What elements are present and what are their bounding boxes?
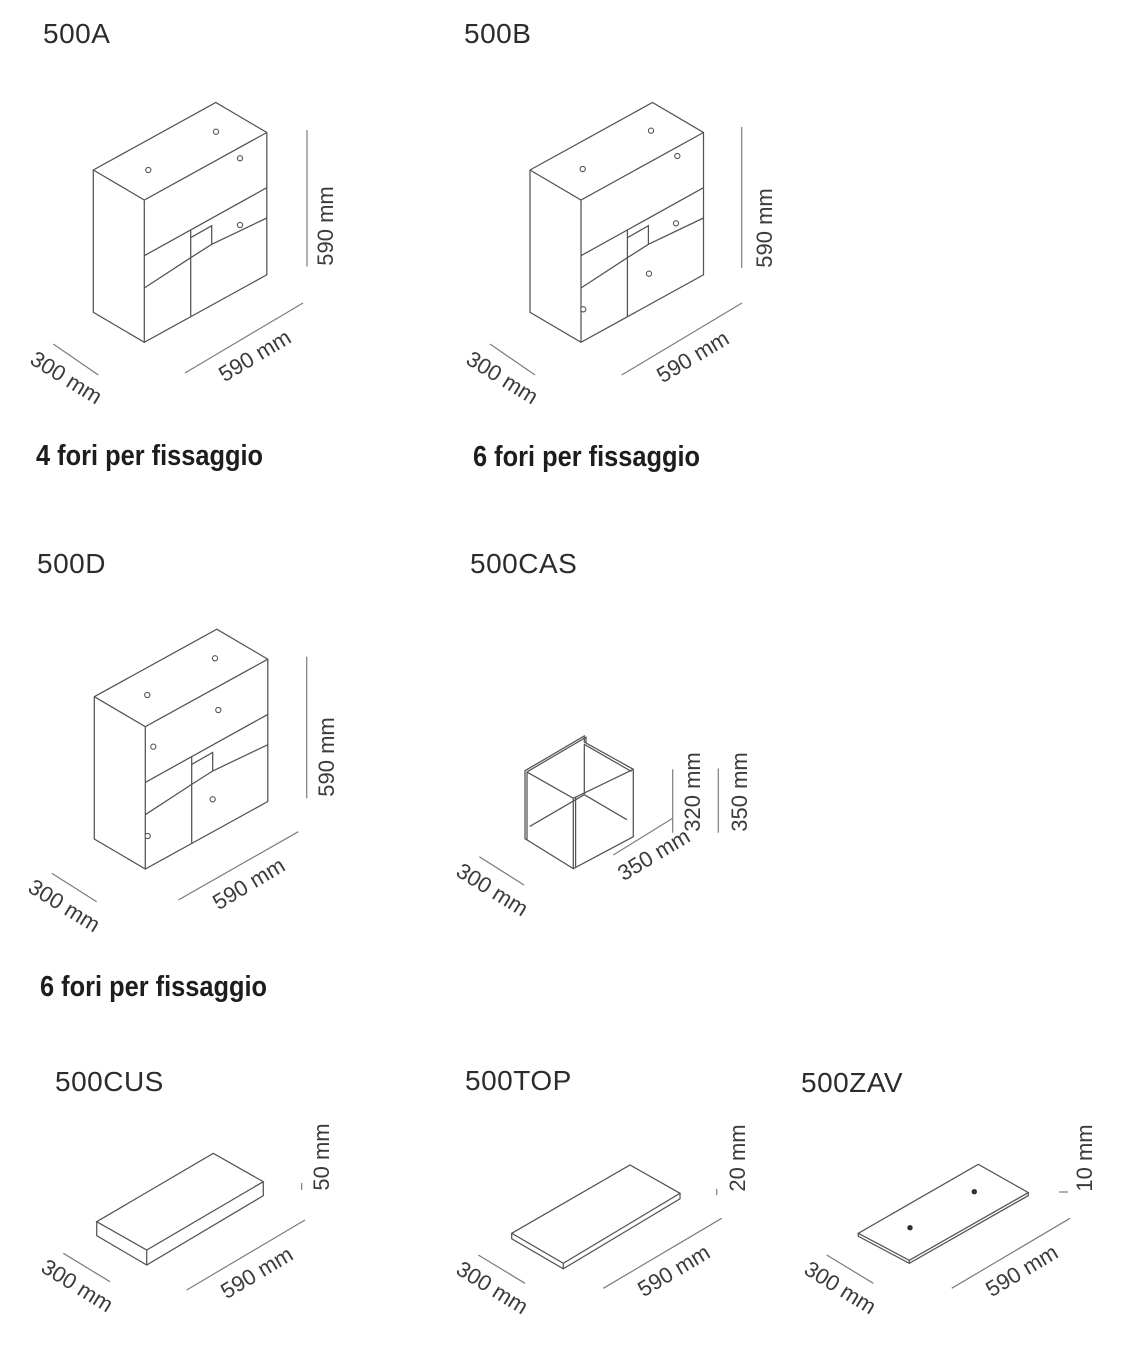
dim-label-height-500d: 590 mm [314,717,339,797]
screw-holes-500zav [907,1189,977,1230]
fixing-holes-caption-500b: 6 fori per fissaggio [473,441,701,473]
product-code-500zav: 500ZAV [801,1067,904,1098]
dim-label-height-500b: 590 mm [752,188,777,268]
dim-label-depth-500b: 300 mm [461,345,543,410]
dim-label-width-500zav: 590 mm [981,1239,1063,1302]
dim-label-width-500cas: 350 mm [613,823,695,886]
dim-label-depth-500a: 300 mm [25,345,107,410]
isometric-drawing-500b [530,103,704,343]
product-code-500a: 500A [43,18,111,49]
isometric-drawing-500a [93,103,266,343]
zav-top-face-path [858,1164,1028,1260]
dim-label-outer-height-500cas: 350 mm [727,752,752,832]
dim-label-width-500top: 590 mm [633,1239,715,1302]
cas-back-left-rim-inner-path [527,737,586,772]
cas-outline-path [525,736,633,869]
cas-interior-bottom-edges-path [530,795,627,827]
dim-label-depth-500top: 300 mm [451,1255,533,1320]
fixing-holes-caption-500a: 4 fori per fissaggio [36,440,264,472]
cas-rim-front-edges-path [527,769,634,798]
fixing-holes-500b [580,128,680,312]
isometric-drawing-500zav [858,1164,1028,1263]
fixing-holes-500a [146,129,243,228]
dim-label-height-500a: 590 mm [313,186,338,266]
cus-side-faces-path [97,1182,264,1265]
cas-back-right-rim-inner-path [584,744,632,771]
isometric-drawing-500d [94,629,267,869]
product-code-500cas: 500CAS [470,548,578,579]
dim-label-depth-500zav: 300 mm [799,1255,881,1320]
dim-label-width-500a: 590 mm [214,324,296,387]
dim-label-inner-height-500cas: 320 mm [680,752,705,832]
dim-label-thickness-500top: 20 mm [725,1124,750,1192]
product-code-500cus: 500CUS [55,1066,164,1097]
isometric-drawing-500cas [525,736,633,869]
dim-label-width-500b: 590 mm [652,325,734,388]
isometric-drawing-500top [512,1165,680,1269]
fixing-holes-caption-500d: 6 fori per fissaggio [40,971,268,1003]
dim-label-depth-500cus: 300 mm [36,1253,118,1318]
dim-label-width-500d: 590 mm [208,852,290,915]
product-code-500d: 500D [37,548,106,579]
dim-label-depth-500d: 300 mm [23,873,105,938]
zav-side-faces-path [858,1193,1028,1264]
dim-label-thickness-500cus: 50 mm [309,1123,334,1191]
isometric-drawing-500cus [97,1153,264,1265]
dim-label-thickness-500zav: 10 mm [1072,1124,1097,1192]
product-code-500top: 500TOP [465,1065,572,1096]
dim-label-width-500cus: 590 mm [216,1241,298,1304]
cas-front-corner-edges-path [573,797,575,869]
dim-label-depth-500cas: 300 mm [451,857,533,922]
cus-top-face-path [97,1153,264,1250]
product-code-500b: 500B [464,18,532,49]
